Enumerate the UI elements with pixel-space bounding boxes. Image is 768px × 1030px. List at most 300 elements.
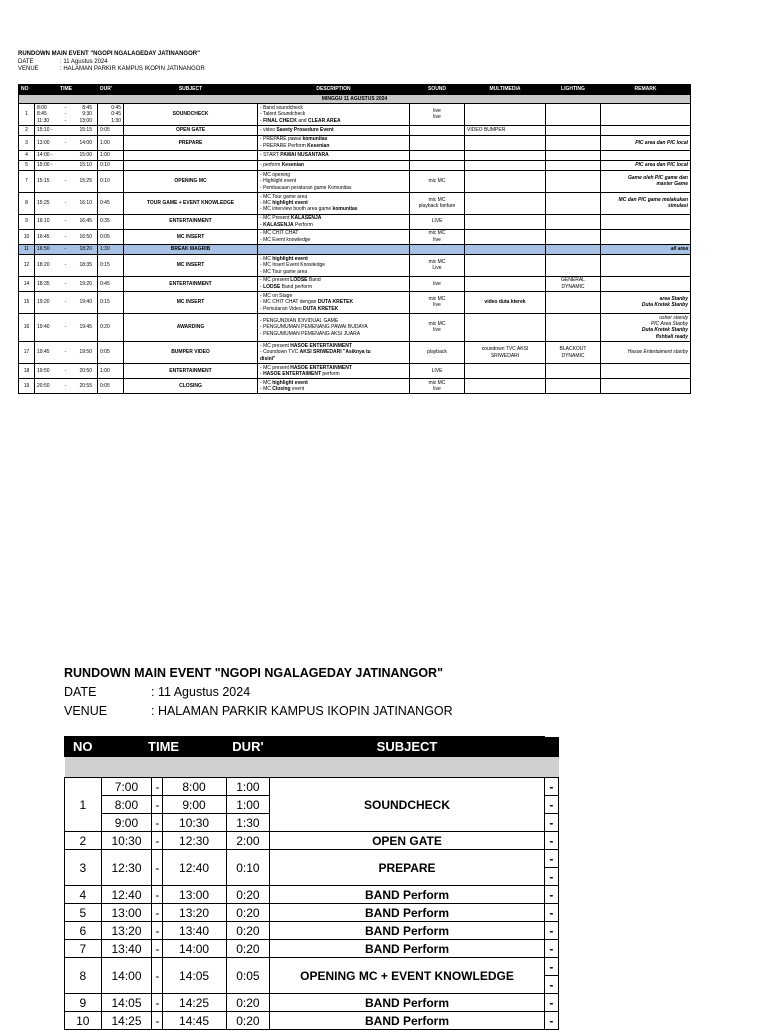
cell-duration [98, 160, 124, 170]
time-end: 15:15 [79, 127, 92, 134]
table-row [19, 125, 691, 135]
table-row [19, 214, 691, 229]
zoom-venue-value: : HALAMAN PARKIR KAMPUS IKOPIN JATINANGOR [151, 704, 453, 718]
rundown-table [18, 84, 691, 394]
cell-no: 15 [19, 291, 35, 313]
cell-time [35, 244, 98, 254]
zoom-time-dash: - [152, 940, 162, 958]
zoom-time-dash: - [152, 832, 162, 850]
zoom-time-start: 13:40 [101, 940, 152, 958]
description-text: Band soundcheck [263, 104, 303, 111]
cell-no: 19 [19, 379, 35, 394]
description-text: MC highlight event [263, 255, 308, 262]
zoom-cell-mark: - [544, 904, 558, 922]
zoom-time-end: 14:45 [162, 1012, 226, 1030]
description-text: PENGUMUMAN PEMENANG AKSI JUARA [263, 330, 361, 337]
zoom-time-dash: - [152, 958, 162, 994]
zoom-header-blank [544, 737, 558, 757]
cell-lighting [546, 363, 601, 378]
cell-no: 18 [19, 363, 35, 378]
zoom-time-end: 12:30 [162, 832, 226, 850]
zoom-cell-subject: BAND Perform [270, 922, 544, 940]
cell-description [258, 214, 410, 229]
zoom-table-row [65, 778, 559, 796]
duration-value: 0:45 [111, 111, 121, 118]
time-start: 15:15 [37, 178, 50, 185]
description-line: - PENGUNDIAN IDIVIDUAL GAME [260, 317, 339, 324]
cell-description [258, 170, 410, 192]
cell-remark [601, 214, 691, 229]
description-line: - MC highlight event [260, 379, 308, 386]
zoom-cell-mark: - [544, 850, 558, 868]
cell-remark [601, 254, 691, 276]
cell-multimedia [465, 170, 546, 192]
document-header [18, 51, 205, 74]
cell-duration [98, 244, 124, 254]
header-subject: SUBJECT [124, 85, 258, 95]
cell-no: 14 [19, 276, 35, 291]
zoom-date-row [64, 683, 453, 702]
cell-time [35, 291, 98, 313]
description-line: - MC CHIT CHAT dengan DUTA KRETEK [260, 299, 354, 306]
zoom-cell-mark: - [544, 868, 558, 886]
duration-value: 1:00 [100, 367, 110, 374]
description-line: - Pembacaan peraturan game Komunitas [260, 184, 352, 191]
zoom-header-time: TIME [101, 737, 226, 757]
description-text: LODSE Band perform [263, 283, 312, 290]
zoom-table-row [65, 994, 559, 1012]
header-description: DESCRIPTION [258, 85, 410, 95]
remark-value: Hasoe Entertaiment stanby [627, 349, 688, 356]
cell-sound [410, 160, 465, 170]
cell-multimedia: coundown TVC AKSI SRIWEDARI [465, 342, 546, 364]
zoom-time-end: 14:00 [162, 940, 226, 958]
description-text: MC CHIT CHAT [263, 230, 299, 237]
zoom-cell-mark: - [544, 940, 558, 958]
cell-no: 2 [19, 125, 35, 135]
description-text: MC Insert Event Knowledge [263, 262, 326, 269]
remark-value: usher standy [659, 314, 688, 321]
cell-description [258, 363, 410, 378]
description-line: - MC Insert Event Knowledge [260, 262, 326, 269]
cell-duration [98, 379, 124, 394]
cell-lighting [546, 342, 601, 364]
time-start: 15:10 - [37, 127, 53, 134]
cell-no: 9 [19, 214, 35, 229]
cell-subject: MC INSERT [124, 254, 258, 276]
zoom-venue-row [64, 702, 453, 721]
description-text: PREPARE pawai komunitas [263, 136, 328, 143]
table-row [19, 229, 691, 244]
cell-no: 4 [19, 150, 35, 160]
zoom-cell-no: 8 [65, 958, 102, 994]
time-end: 14:00 [79, 139, 92, 146]
remark-value: Game oleh PIC game dan [627, 174, 688, 181]
cell-multimedia: video duta kterek [465, 291, 546, 313]
zoom-cell-subject: SOUNDCHECK [270, 778, 544, 832]
header-lighting: LIGHTING [546, 85, 601, 95]
description-line: - PREPARE Perform Kesenian [260, 142, 330, 149]
zoom-cell-subject: BAND Perform [270, 904, 544, 922]
description-line: - FINAL CHECK and CLEAR AREA [260, 117, 341, 124]
cell-subject: AWARDING [124, 313, 258, 341]
description-line: - MC CHIT CHAT [260, 230, 299, 237]
description-line: - Pemutaran Video DUTA KRETEK [260, 305, 339, 312]
table-row [19, 192, 691, 214]
time-start: 19:40 [37, 324, 50, 331]
cell-duration [98, 104, 124, 126]
description-text: video Savety Prosedure Event [263, 127, 334, 134]
zoom-duration: 0:20 [226, 886, 270, 904]
zoom-duration: 0:20 [226, 940, 270, 958]
cell-remark [601, 342, 691, 364]
cell-duration [98, 313, 124, 341]
zoom-cell-no: 1 [65, 778, 102, 832]
sound-value: playback [427, 349, 447, 356]
time-start: 14:00 - [37, 152, 53, 159]
cell-time [35, 104, 98, 126]
zoom-cell-subject: BAND Perform [270, 1012, 544, 1030]
zoom-cell-no: 3 [65, 850, 102, 886]
description-line [260, 356, 407, 362]
zoom-time-start: 10:30 [101, 832, 152, 850]
time-start: 8:45 [37, 111, 47, 118]
time-dash: - [64, 117, 67, 124]
time-dash: - [64, 104, 67, 111]
zoom-cell-mark: - [544, 832, 558, 850]
zoom-time-start: 13:20 [101, 922, 152, 940]
duration-value: 0:45 [100, 199, 110, 206]
cell-sound [410, 135, 465, 150]
cell-duration [98, 214, 124, 229]
description-line: - MC opening [260, 171, 291, 178]
zoom-cell-subject: BAND Perform [270, 886, 544, 904]
cell-multimedia [465, 160, 546, 170]
cell-multimedia [465, 135, 546, 150]
cell-duration [98, 254, 124, 276]
venue-row [18, 66, 205, 74]
remark-value: Duta Kretek Stanby [641, 302, 688, 309]
cell-time [35, 160, 98, 170]
time-end: 16:45 [79, 218, 92, 225]
description-line: - Highlight event [260, 178, 297, 185]
cell-subject: CLOSING [124, 379, 258, 394]
duration-value: 0:45 [111, 104, 121, 111]
time-end: 18:20 [79, 246, 92, 253]
cell-no: 17 [19, 342, 35, 364]
duration-value: 1:00 [100, 139, 110, 146]
zoom-time-end: 12:40 [162, 850, 226, 886]
zoom-cell-no: 5 [65, 904, 102, 922]
cell-lighting [546, 214, 601, 229]
sound-value: mic MC [428, 258, 446, 265]
zoom-table-row [65, 886, 559, 904]
cell-multimedia [465, 104, 546, 126]
table-row [19, 244, 691, 254]
zoom-time-end: 14:05 [162, 958, 226, 994]
cell-remark [601, 313, 691, 341]
sound-value: mic MC [428, 379, 446, 386]
cell-sound [410, 150, 465, 160]
cell-time [35, 192, 98, 214]
cell-no: 5 [19, 160, 35, 170]
cell-time [35, 276, 98, 291]
description-text: FINAL CHECK and CLEAR AREA [263, 117, 341, 124]
cell-no: 10 [19, 229, 35, 244]
zoom-header-no: NO [65, 737, 102, 757]
sound-value: live [433, 236, 441, 243]
description-line: - MC Tour game area [260, 268, 308, 275]
description-text: PENGUNDIAN IDIVIDUAL GAME [263, 317, 339, 324]
date-label: DATE [18, 58, 34, 65]
description-line: - HASOE ENTERTAIMENT perform [260, 371, 340, 378]
duration-value: 0:05 [100, 349, 110, 356]
time-end: 13:00 [79, 117, 92, 124]
cell-lighting [546, 192, 601, 214]
zoom-cell-mark: - [544, 814, 558, 832]
time-start: 20:50 [37, 383, 50, 389]
description-line: - PENGUMUMAN PEMENANG PAWAI BUDAYA [260, 324, 368, 331]
time-dash: - [64, 178, 67, 185]
sound-value: mic MC [428, 196, 446, 203]
lighting-value: GENERAL [561, 277, 585, 284]
cell-time [35, 170, 98, 192]
cell-subject: MC INSERT [124, 229, 258, 244]
cell-duration [98, 135, 124, 150]
header-no: NO [19, 85, 35, 95]
cell-time [35, 135, 98, 150]
zoom-time-dash: - [152, 796, 162, 814]
cell-description [258, 135, 410, 150]
cell-lighting [546, 150, 601, 160]
cell-remark [601, 125, 691, 135]
cell-subject: PREPARE [124, 135, 258, 150]
cell-time [35, 379, 98, 394]
cell-subject: OPENING MC [124, 170, 258, 192]
sound-value: live [433, 302, 441, 309]
time-end: 19:50 [79, 349, 92, 356]
zoom-time-start: 12:30 [101, 850, 152, 886]
time-start: 15:25 [37, 199, 50, 206]
description-text: PREPARE Perform Kesenian [263, 142, 330, 149]
zoom-time-end: 14:25 [162, 994, 226, 1012]
document-title: RUNDOWN MAIN EVENT "NGOPI NGALAGEDAY JATINANGOR" [18, 51, 200, 57]
time-start: 19:20 [37, 299, 50, 306]
time-end: 15:00 [79, 152, 92, 159]
zoom-cell-no: 7 [65, 940, 102, 958]
cell-lighting [546, 291, 601, 313]
zoom-time-dash: - [152, 1012, 162, 1030]
venue-value: : HALAMAN PARKIR KAMPUS IKOPIN JATINANGOR [60, 66, 205, 72]
zoom-table-row [65, 958, 559, 976]
venue-label: VENUE [18, 66, 39, 72]
description-text: MC highlight event [263, 379, 308, 386]
cell-sound [410, 379, 465, 394]
time-start: 8:00 [37, 104, 47, 111]
cell-description [258, 276, 410, 291]
zoom-table-row [65, 922, 559, 940]
time-end: 16:10 [79, 199, 92, 206]
time-end: 18:35 [79, 262, 92, 269]
time-start: 16:45 [37, 233, 50, 240]
header-dur: DUR' [98, 85, 124, 95]
description-line: - MC present HASOE ENTERTAINMENT [260, 342, 352, 349]
zoom-title: RUNDOWN MAIN EVENT "NGOPI NGALAGEDAY JATINANGOR" [64, 666, 444, 680]
date-value: : 11 Agustus 2024 [60, 58, 108, 65]
description-line: - MC present LODSE Band [260, 277, 321, 284]
zoom-date-label: DATE [64, 685, 97, 699]
zoom-duration: 0:20 [226, 994, 270, 1012]
zoom-duration: 0:20 [226, 904, 270, 922]
remark-value: PIC area dan PIC local [635, 162, 688, 169]
zoom-header-subject: SUBJECT [270, 737, 544, 757]
cell-no: 7 [19, 170, 35, 192]
description-text: MC interview booth area game komunitas [263, 206, 358, 213]
zoom-table-row [65, 940, 559, 958]
time-dash: - [64, 383, 67, 389]
description-text: Pembacaan peraturan game Komunitas [263, 184, 352, 191]
zoom-table-row [65, 850, 559, 868]
cell-sound [410, 125, 465, 135]
sound-value: playback fanfare [418, 203, 456, 210]
zoom-cell-mark: - [544, 886, 558, 904]
time-end: 9:30 [82, 111, 92, 118]
zoom-time-dash: - [152, 850, 162, 886]
sound-value: live [433, 107, 441, 114]
cell-lighting [546, 379, 601, 394]
zoom-cell-mark: - [544, 922, 558, 940]
cell-multimedia [465, 244, 546, 254]
cell-time [35, 229, 98, 244]
cell-remark [601, 192, 691, 214]
time-start: 19:50 [37, 367, 50, 374]
zoom-cell-no: 6 [65, 922, 102, 940]
remark-value: simulasi [667, 203, 688, 210]
cell-description [258, 229, 410, 244]
zoom-header-row [65, 737, 559, 757]
table-row [19, 254, 691, 276]
sound-value: mic MC [428, 321, 446, 328]
sound-value: live [433, 327, 441, 334]
description-line: - MC Tour game area [260, 193, 308, 200]
table-row [19, 313, 691, 341]
cell-no: 1 [19, 104, 35, 126]
duration-value: 0:15 [100, 299, 110, 306]
cell-remark [601, 104, 691, 126]
cell-time [35, 313, 98, 341]
description-text: MC CHIT CHAT dengan DUTA KRETEK [263, 299, 354, 306]
zoom-header-dur: DUR' [226, 737, 270, 757]
description-text: MC Tour game area [263, 268, 308, 275]
cell-description [258, 125, 410, 135]
description-text: MC present LODSE Band [263, 277, 321, 284]
cell-multimedia: VIDEO BUMPER [465, 125, 546, 135]
cell-lighting [546, 313, 601, 341]
time-dash: - [64, 324, 67, 331]
cell-multimedia [465, 313, 546, 341]
description-line: - MC on Stage [260, 292, 293, 299]
cell-lighting [546, 244, 601, 254]
sound-value: mic MC [428, 230, 446, 237]
description-line: - video Savety Prosedure Event [260, 127, 334, 134]
time-end: 19:45 [79, 324, 92, 331]
zoom-time-end: 10:30 [162, 814, 226, 832]
description-text: PENGUMUMAN PEMENANG PAWAI BUDAYA [263, 324, 368, 331]
cell-duration [98, 276, 124, 291]
description-text: MC highlight event [263, 199, 308, 206]
cell-multimedia [465, 379, 546, 394]
table-row [19, 276, 691, 291]
remark-value: PIC Area Stanby [650, 321, 688, 328]
cell-duration [98, 150, 124, 160]
zoom-cell-subject: OPEN GATE [270, 832, 544, 850]
cell-time [35, 342, 98, 364]
cell-time [35, 125, 98, 135]
description-text: START PAWAI NUSANTARA [263, 152, 329, 159]
description-line: - MC Closing event [260, 386, 305, 393]
cell-description [258, 160, 410, 170]
lighting-value: DYNAMIC [561, 283, 585, 290]
zoom-time-dash: - [152, 814, 162, 832]
cell-sound [410, 276, 465, 291]
remark-value: area Stanby [659, 295, 688, 302]
cell-duration [98, 291, 124, 313]
zoom-time-end: 13:00 [162, 886, 226, 904]
cell-time [35, 254, 98, 276]
time-start: 13:00 [37, 139, 50, 146]
cell-remark [601, 379, 691, 394]
cell-sound [410, 254, 465, 276]
zoom-rundown-table [64, 736, 559, 1030]
cell-remark [601, 150, 691, 160]
description-text: perform Kesenian [263, 162, 304, 169]
sound-value: mic MC [428, 295, 446, 302]
table-header-row [19, 85, 691, 95]
zoom-time-start: 12:40 [101, 886, 152, 904]
cell-description [258, 291, 410, 313]
cell-sound [410, 342, 465, 364]
table-row [19, 160, 691, 170]
time-start: 15:00 - [37, 162, 53, 169]
zoom-time-dash: - [152, 904, 162, 922]
sound-value: Live [432, 265, 442, 272]
time-end: 16:50 [79, 233, 92, 240]
zoom-cell-no: 9 [65, 994, 102, 1012]
cell-description [258, 379, 410, 394]
sound-value: live [433, 386, 441, 393]
duration-value: 0:05 [100, 233, 110, 240]
zoom-time-start: 14:05 [101, 994, 152, 1012]
zoom-cell-mark: - [544, 1012, 558, 1030]
cell-description [258, 244, 410, 254]
zoom-cell-no: 4 [65, 886, 102, 904]
cell-duration [98, 192, 124, 214]
zoom-time-end: 13:20 [162, 904, 226, 922]
table-row [19, 135, 691, 150]
description-text: MC Event knowledge [263, 236, 311, 243]
remark-value: flshball ready [655, 333, 688, 340]
cell-lighting [546, 125, 601, 135]
cell-sound [410, 313, 465, 341]
zoom-table-row [65, 832, 559, 850]
cell-description [258, 192, 410, 214]
zoom-cell-no: 10 [65, 1012, 102, 1030]
cell-multimedia [465, 276, 546, 291]
zoom-time-end: 8:00 [162, 778, 226, 796]
remark-value: Duta Kretek Stanby [641, 327, 688, 334]
sound-value: LIVE [431, 218, 443, 225]
zoom-cell-mark: - [544, 778, 558, 796]
